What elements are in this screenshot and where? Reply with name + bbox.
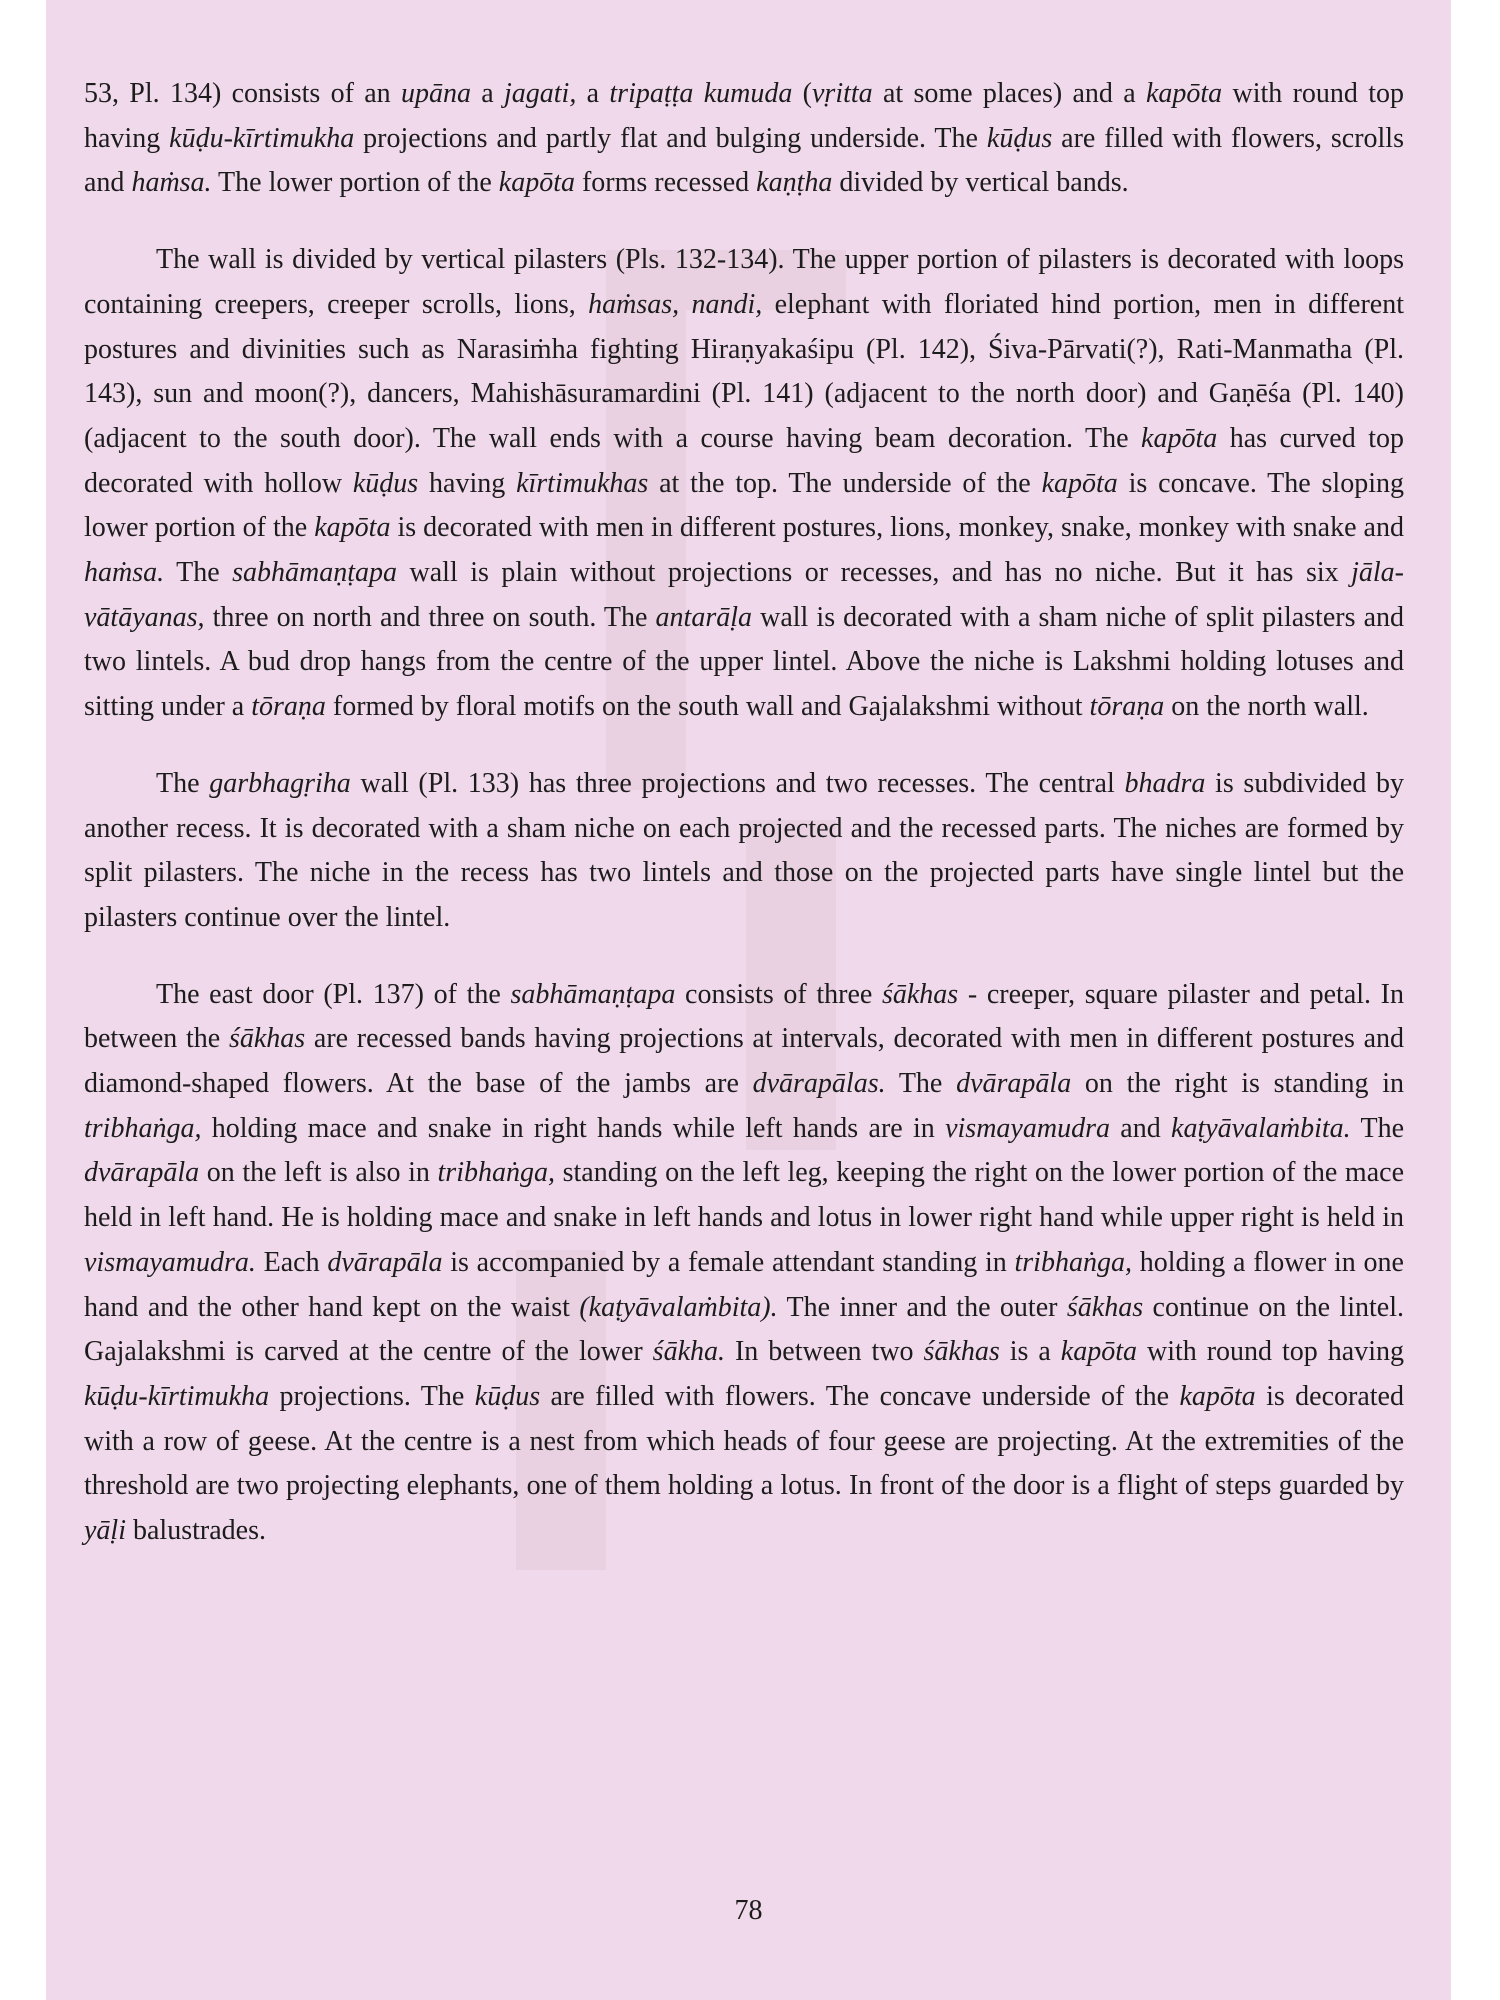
- text-run: has curved top decorated with hollow: [84, 422, 1404, 499]
- italic-term: antarāḷa: [655, 601, 753, 633]
- italic-term: yāḷi: [84, 1515, 126, 1547]
- italic-term: sabhāmaṇṭapa: [232, 557, 398, 589]
- text-run: 53, Pl. 134) consists of an: [84, 78, 401, 109]
- italic-term: kapōta: [1060, 1336, 1137, 1368]
- body-text: [84, 72, 1404, 1554]
- text-run: - creeper, square pilaster and petal. In between the: [84, 978, 1405, 1055]
- italic-term: kapōta: [1141, 422, 1218, 454]
- text-run: is accompanied by a female attendant standing in: [442, 1246, 1015, 1278]
- italic-term: tribhaṅga,: [1014, 1246, 1132, 1278]
- text-run: projections. The: [269, 1380, 475, 1412]
- text-run: is concave. The sloping lower portion of the: [84, 467, 1404, 544]
- text-run: elephant with floriated hind portion, men in different postures and divinities such as Narasiṁha fighting Hiraṇyakaśipu (Pl. 142), Śiva-Pārvati(?), Rati-Manmatha (Pl. 143), sun and moon(?), dancers, Mahishāsuramardini (Pl. 141) (adjacent to the north door) and Gaṇēśa (Pl. 140) (adjacent to the south door). The wall ends with a course having beam decoration. The: [84, 288, 1404, 454]
- text-run: continue on the lintel. Gajalakshmi is carved at the centre of the lower: [84, 1291, 1404, 1368]
- text-run: In between two: [725, 1336, 924, 1368]
- italic-term: śākhas: [228, 1023, 306, 1055]
- text-run: wall (Pl. 133) has three projections and two recesses. The central: [350, 767, 1125, 799]
- text-run: balustrades.: [126, 1515, 266, 1547]
- italic-term: kaṭyāvalaṁbita.: [1171, 1112, 1351, 1144]
- italic-term: kīrtimukhas: [516, 467, 649, 499]
- text-run: is decorated with men in different postures, lions, monkey, snake, monkey with snake and: [390, 512, 1404, 544]
- text-run: is a: [999, 1336, 1061, 1368]
- text-run: holding a flower in one hand and the other hand kept on the waist: [84, 1246, 1404, 1323]
- italic-term: kūḍu-kīrtimukha: [169, 122, 355, 154]
- text-run: are recessed bands having projections at intervals, decorated with men in different postures and diamond-shaped flowers. At the base of the jambs are: [84, 1023, 1404, 1100]
- paragraph: [84, 72, 1404, 206]
- book-page: [46, 0, 1451, 2000]
- italic-term: kapōta: [498, 167, 575, 199]
- italic-term: kapōta: [314, 512, 391, 544]
- text-run: are filled with flowers. The concave underside of the: [540, 1380, 1180, 1412]
- paragraph: [84, 762, 1404, 941]
- italic-term: (kaṭyāvalaṁbita).: [579, 1291, 778, 1323]
- italic-term: kūḍu-kīrtimukha: [84, 1380, 270, 1412]
- italic-term: tribhaṅga,: [437, 1157, 555, 1189]
- text-run: is subdivided by another recess. It is decorated with a sham niche on each projected and the recessed parts. The niches are formed by split pilasters. The niche in the recess has two lintels and those on the projected parts have single lintel but the pilasters continue over the lintel.: [84, 767, 1405, 933]
- text-run: on the north wall.: [1164, 691, 1369, 723]
- text-run: wall is plain without projections or recesses, and has no niche. But it has six: [397, 557, 1352, 589]
- text-run: Each: [255, 1246, 328, 1278]
- italic-term: garbhagṛiha: [209, 767, 351, 799]
- text-run: having: [418, 467, 517, 499]
- text-run: and: [1109, 1112, 1172, 1144]
- italic-term: dvārapāla: [956, 1068, 1072, 1100]
- text-run: are filled with flowers, scrolls and: [84, 122, 1404, 199]
- text-run: divided by vertical bands.: [832, 167, 1129, 199]
- italic-term: śākhas: [923, 1336, 1000, 1368]
- italic-term: śākhas: [881, 978, 959, 1010]
- text-run: at some places) and a: [872, 78, 1146, 109]
- italic-term: kapōta: [1145, 78, 1223, 109]
- italic-term: haṁsa.: [131, 167, 212, 199]
- text-run: The: [156, 767, 210, 799]
- italic-term: kapōta: [1179, 1380, 1256, 1412]
- italic-term: tōraṇa: [251, 691, 326, 723]
- italic-term: tribhaṅga,: [84, 1112, 202, 1144]
- text-run: The: [164, 557, 233, 589]
- italic-term: kaṇṭha: [756, 167, 833, 199]
- text-run: The: [1350, 1112, 1404, 1144]
- page-number: 78: [734, 1895, 763, 1926]
- text-run: three on north and three on south. The: [204, 601, 656, 633]
- text-run: on the right is standing in: [1071, 1068, 1404, 1100]
- text-run: standing on the left leg, keeping the right on the lower portion of the mace held in left hand. He is holding mace and snake in left hands and lotus in lower right hand while upper right is held in: [84, 1157, 1404, 1234]
- text-run: a: [470, 78, 504, 109]
- italic-term: vṛitta: [812, 78, 873, 109]
- italic-term: tōraṇa: [1089, 691, 1165, 723]
- text-run: with round top having: [1137, 1336, 1404, 1368]
- italic-term: vismayamudra: [945, 1112, 1110, 1144]
- italic-term: jāla-vātāyanas,: [84, 557, 1404, 633]
- italic-term: tripaṭṭa kumuda: [609, 78, 793, 109]
- text-run: The: [885, 1068, 957, 1100]
- italic-term: kūḍus: [986, 122, 1053, 154]
- italic-term: kūḍus: [352, 467, 419, 499]
- italic-term: kūḍus: [474, 1380, 541, 1412]
- paragraph: [84, 238, 1404, 730]
- italic-term: dvārapālas.: [752, 1068, 886, 1100]
- italic-term: sabhāmaṇṭapa: [510, 978, 676, 1010]
- paragraph: [84, 973, 1404, 1554]
- text-run: with round top having: [84, 78, 1404, 154]
- italic-term: śākha.: [652, 1336, 725, 1368]
- text-run: wall is decorated with a sham niche of split pilasters and two lintels. A bud drop hangs from the centre of the upper lintel. Above the niche is Lakshmi holding lotuses and sitting under a: [84, 601, 1404, 723]
- text-run: (: [792, 78, 812, 109]
- italic-term: bhadra: [1124, 767, 1206, 799]
- text-run: at the top. The underside of the: [648, 467, 1042, 499]
- italic-term: vismayamudra.: [84, 1246, 256, 1278]
- text-run: consists of three: [675, 978, 882, 1010]
- text-run: formed by floral motifs on the south wall and Gajalakshmi without: [325, 691, 1090, 723]
- text-run: a: [576, 78, 610, 109]
- text-run: on the left is also in: [199, 1157, 438, 1189]
- text-run: The inner and the outer: [777, 1291, 1067, 1323]
- italic-term: haṁsa.: [84, 557, 165, 589]
- text-run: projections and partly flat and bulging underside. The: [354, 122, 987, 154]
- italic-term: upāna: [400, 78, 471, 109]
- text-run: forms recessed: [574, 167, 757, 199]
- text-run: is decorated with a row of geese. At the centre is a nest from which heads of four geese are projecting. At the extremities of the threshold are two projecting elephants, one of them holding a lotus. In front of the door is a flight of steps guarded by: [84, 1380, 1404, 1502]
- italic-term: jagati,: [504, 78, 577, 109]
- text-run: The east door (Pl. 137) of the: [156, 978, 511, 1010]
- italic-term: dvārapāla: [84, 1157, 200, 1189]
- italic-term: śākhas: [1066, 1291, 1144, 1323]
- italic-term: kapōta: [1041, 467, 1118, 499]
- text-run: The lower portion of the: [211, 167, 499, 199]
- italic-term: dvārapāla: [327, 1246, 443, 1278]
- text-run: The wall is divided by vertical pilasters (Pls. 132-134). The upper portion of pilasters is decorated with loops containing creepers, creeper scrolls, lions,: [84, 244, 1404, 320]
- italic-term: haṁsas, nandi,: [588, 288, 763, 320]
- text-run: holding mace and snake in right hands while left hands are in: [201, 1112, 946, 1144]
